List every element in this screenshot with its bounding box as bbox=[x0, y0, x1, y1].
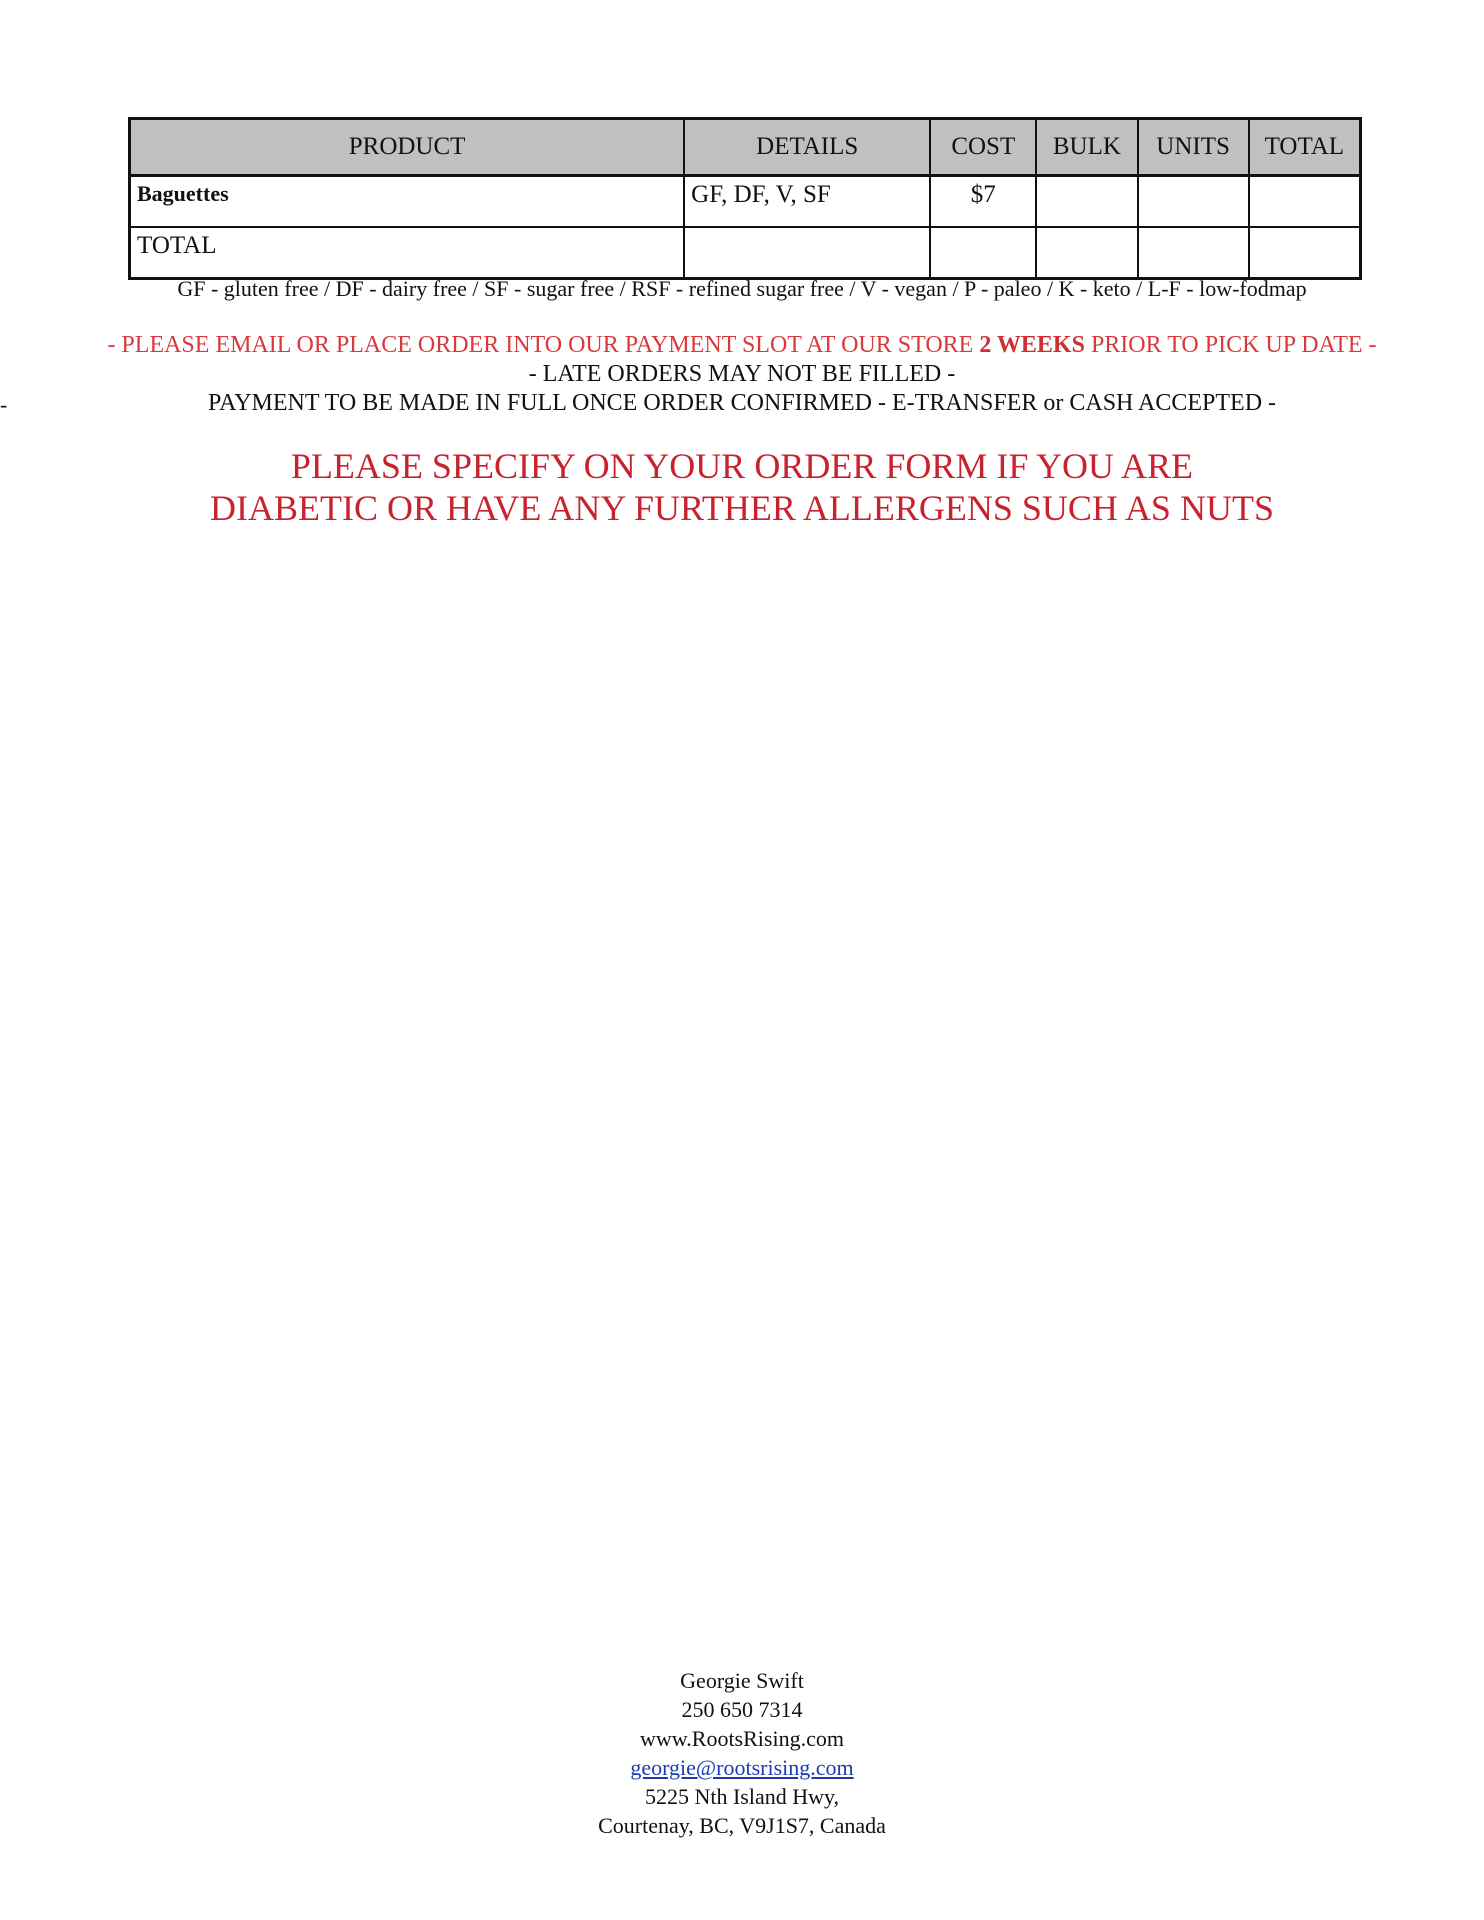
allergen-line-1: PLEASE SPECIFY ON YOUR ORDER FORM IF YOU ARE bbox=[290, 446, 1194, 486]
header-details: DETAILS bbox=[684, 119, 930, 176]
header-bulk: BULK bbox=[1036, 119, 1137, 176]
cell-units-input[interactable] bbox=[1138, 176, 1249, 228]
order-deadline-prefix: - PLEASE EMAIL OR PLACE ORDER INTO OUR PAYMENT SLOT AT OUR STORE bbox=[107, 332, 980, 358]
allergen-notice bbox=[0, 445, 1484, 529]
late-orders-notice: - LATE ORDERS MAY NOT BE FILLED - bbox=[528, 361, 956, 387]
contact-phone: 250 650 7314 bbox=[681, 1697, 803, 1722]
table-header-row bbox=[130, 119, 1361, 176]
order-deadline-suffix: PRIOR TO PICK UP DATE - bbox=[1084, 332, 1377, 358]
stray-dash: - bbox=[0, 392, 8, 417]
header-total: TOTAL bbox=[1249, 119, 1361, 176]
table-row bbox=[130, 176, 1361, 228]
header-product: PRODUCT bbox=[130, 119, 685, 176]
contact-website[interactable]: www.RootsRising.com bbox=[640, 1726, 844, 1751]
contact-email-link[interactable]: georgie@rootsrising.com bbox=[630, 1755, 854, 1780]
total-bulk-cell[interactable] bbox=[1036, 227, 1137, 279]
header-units: UNITS bbox=[1138, 119, 1249, 176]
total-total-cell[interactable] bbox=[1249, 227, 1361, 279]
cell-cost: $7 bbox=[930, 176, 1036, 228]
table-total-row bbox=[130, 227, 1361, 279]
header-cost: COST bbox=[930, 119, 1036, 176]
total-details-cell bbox=[684, 227, 930, 279]
dietary-legend: GF - gluten free / DF - dairy free / SF - sugar free / RSF - refined sugar free / V - vegan / P - paleo / K - keto / L-F - low-fodmap bbox=[177, 276, 1307, 301]
order-deadline-emphasis: 2 WEEKS bbox=[979, 332, 1085, 358]
total-cost-cell bbox=[930, 227, 1036, 279]
total-units-cell[interactable] bbox=[1138, 227, 1249, 279]
cell-details: GF, DF, V, SF bbox=[684, 176, 930, 228]
total-label: TOTAL bbox=[130, 227, 685, 279]
contact-address-line-2: Courtenay, BC, V9J1S7, Canada bbox=[598, 1813, 886, 1838]
contact-name: Georgie Swift bbox=[680, 1668, 804, 1693]
order-deadline-notice bbox=[0, 332, 1484, 359]
payment-notice: PAYMENT TO BE MADE IN FULL ONCE ORDER CONFIRMED - E-TRANSFER or CASH ACCEPTED - bbox=[207, 390, 1277, 416]
cell-product: Baguettes bbox=[130, 176, 685, 228]
cell-total-input[interactable] bbox=[1249, 176, 1361, 228]
contact-footer bbox=[0, 1666, 1484, 1840]
order-table bbox=[128, 117, 1362, 280]
allergen-line-2: DIABETIC OR HAVE ANY FURTHER ALLERGENS SUCH AS NUTS bbox=[210, 488, 1274, 528]
cell-bulk-input[interactable] bbox=[1036, 176, 1137, 228]
contact-address-line-1: 5225 Nth Island Hwy, bbox=[644, 1784, 840, 1809]
